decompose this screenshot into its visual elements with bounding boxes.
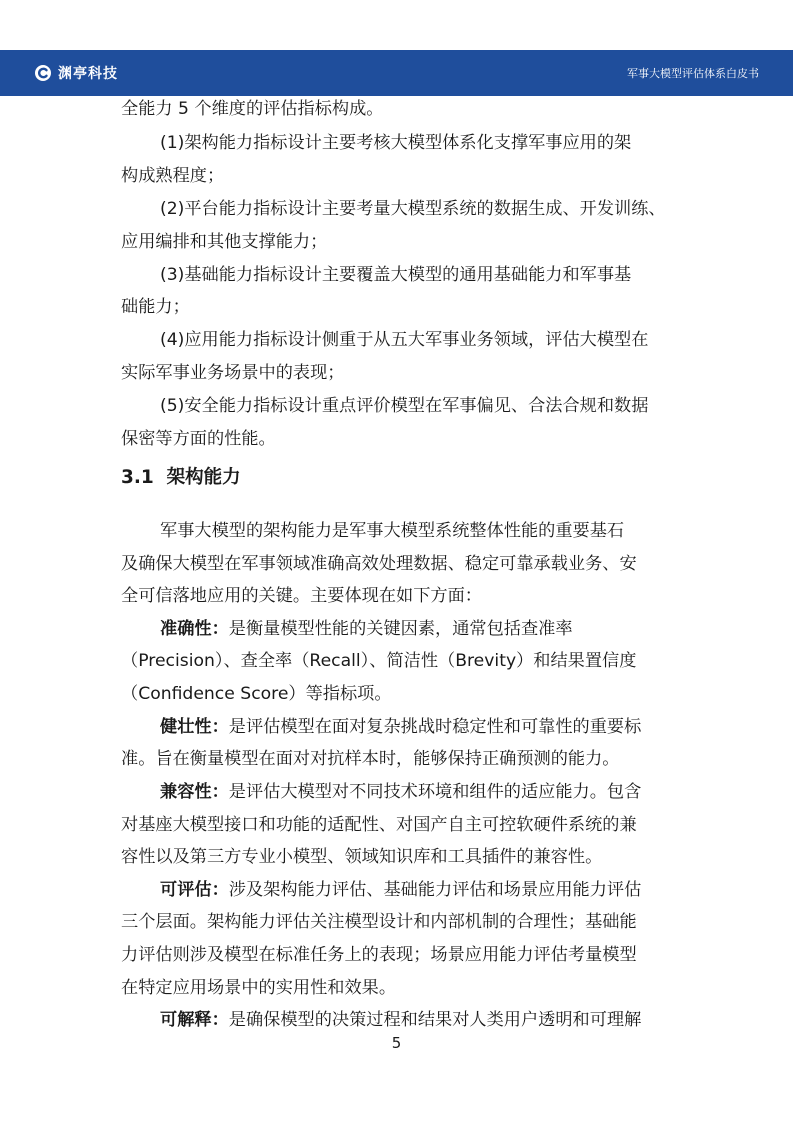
text-line: (3)基础能力指标设计主要覆盖大模型的通用基础能力和军事基 (160, 265, 632, 285)
text-line (160, 879, 641, 901)
term-definition: 是确保模型的决策过程和结果对人类用户透明和可理解 (228, 1010, 642, 1030)
text-line: 构成熟程度； (121, 166, 225, 186)
text-line (160, 716, 641, 738)
text-line: 三个层面。架构能力评估关注模型设计和内部机制的合理性；基础能 (121, 912, 637, 932)
section-title: 架构能力 (166, 467, 241, 488)
document-title: 军事大模型评估体系白皮书 (627, 67, 759, 80)
text-line: (2)平台能力指标设计主要考量大模型系统的数据生成、开发训练、 (160, 199, 666, 219)
text-line (160, 618, 573, 640)
text-line: (5)安全能力指标设计重点评价模型在军事偏见、合法合规和数据 (160, 396, 649, 416)
term-label: 可评估： (160, 880, 229, 900)
term-label: 准确性： (160, 619, 229, 639)
text-line: （Precision）、查全率（Recall）、简洁性（Brevity）和结果置信度 (121, 651, 637, 671)
section-heading (121, 467, 241, 489)
term-label: 健壮性： (160, 717, 229, 737)
text-line: 及确保大模型在军事领域准确高效处理数据、稳定可靠承载业务、安 (121, 554, 637, 574)
text-line: 应用编排和其他支撑能力； (121, 232, 328, 252)
term-label: 兼容性： (160, 782, 229, 802)
term-definition: 是评估模型在面对复杂挑战时稳定性和可靠性的重要标 (228, 717, 642, 737)
page-number: 5 (391, 1034, 402, 1052)
text-line (160, 1009, 641, 1031)
text-line: 础能力； (121, 297, 190, 317)
text-line: 力评估则涉及模型在标准任务上的表现；场景应用能力评估考量模型 (121, 945, 637, 965)
text-line: 容性以及第三方专业小模型、领域知识库和工具插件的兼容性。 (121, 847, 603, 867)
term-definition: 涉及架构能力评估、基础能力评估和场景应用能力评估 (228, 880, 642, 900)
brand-name: 渊亭科技 (58, 66, 118, 82)
term-label: 可解释： (160, 1010, 229, 1030)
text-line: 军事大模型的架构能力是军事大模型系统整体性能的重要基石 (160, 521, 625, 541)
text-line: 准。旨在衡量模型在面对对抗样本时，能够保持正确预测的能力。 (121, 749, 620, 769)
text-line: 实际军事业务场景中的表现； (121, 363, 345, 383)
text-line: 在特定应用场景中的实用性和效果。 (121, 978, 397, 998)
text-line: （Confidence Score）等指标项。 (121, 684, 392, 704)
term-definition: 是衡量模型性能的关键因素，通常包括查准率 (228, 619, 573, 639)
text-line (160, 781, 641, 803)
text-line: 全可信落地应用的关键。主要体现在如下方面： (121, 586, 482, 606)
text-line: (4)应用能力指标设计侧重于从五大军事业务领域，评估大模型在 (160, 330, 649, 350)
term-definition: 是评估大模型对不同技术环境和组件的适应能力。包含 (228, 782, 642, 802)
text-line: 全能力 5 个维度的评估指标构成。 (121, 99, 384, 119)
text-line: (1)架构能力指标设计主要考核大模型体系化支撑军事应用的架 (160, 133, 632, 153)
text-line: 对基座大模型接口和功能的适配性、对国产自主可控软硬件系统的兼 (121, 815, 637, 835)
section-number: 3.1 (121, 467, 154, 488)
text-line: 保密等方面的性能。 (121, 429, 276, 449)
